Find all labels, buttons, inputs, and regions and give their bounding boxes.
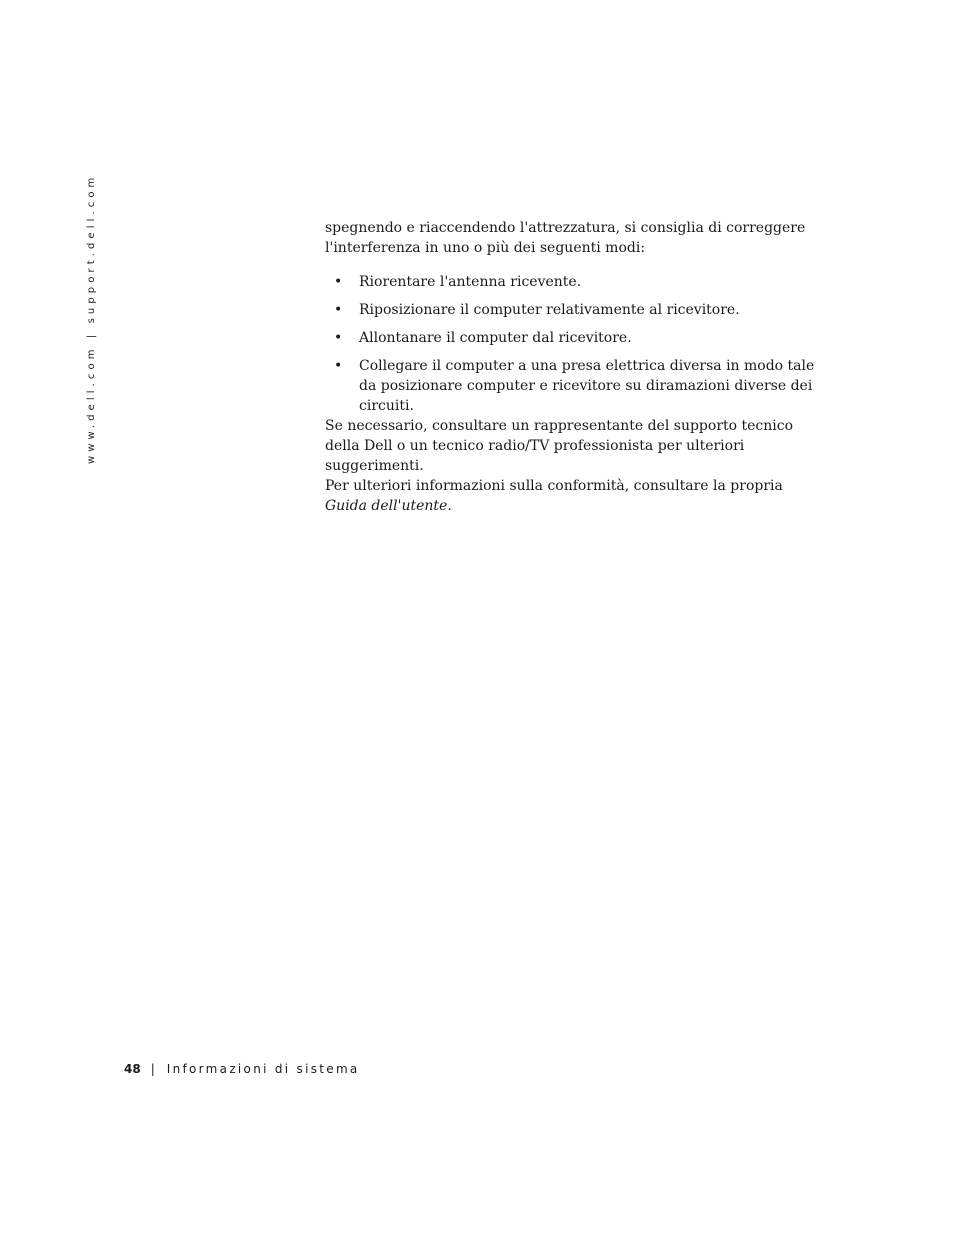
list-item-text: Riorentare l'antenna ricevente. [359,274,582,290]
bullet-list [325,272,825,416]
page-footer [124,1062,360,1076]
footer-separator: | [150,1062,155,1076]
list-item-text: Allontanare il computer dal ricevitore. [359,330,632,346]
sidebar-url: www.dell.com | support.dell.com [86,173,97,464]
bullet-icon: • [334,274,343,290]
bullet-icon: • [334,330,343,346]
bullet-icon: • [334,358,343,374]
list-item [325,328,825,348]
main-content [325,218,825,516]
list-item [325,272,825,292]
list-item-text: Collegare il computer a una presa elettrica diversa in modo tale da posizionare computer e ricevitore su diramazioni diverse dei circuiti. [359,358,815,414]
list-item [325,356,825,416]
more-info-prefix: Per ulteriori informazioni sulla conformità, consultare la propria [325,478,783,494]
page-number: 48 [124,1062,141,1076]
more-info-suffix: . [447,498,452,514]
user-guide-title: Guida dell'utente [325,498,448,514]
bullet-icon: • [334,302,343,318]
advice-paragraph: Se necessario, consultare un rappresentante del supporto tecnico della Dell o un tecnico radio/TV professionista per ulteriori suggerimenti. [325,418,794,474]
intro-paragraph: spegnendo e riaccendendo l'attrezzatura, si consiglia di correggere l'interferenza in uno o più dei seguenti modi: [325,220,806,256]
section-title: Informazioni di sistema [166,1062,360,1076]
list-item-text: Riposizionare il computer relativamente al ricevitore. [359,302,740,318]
more-info-paragraph [325,476,825,516]
list-item [325,300,825,320]
